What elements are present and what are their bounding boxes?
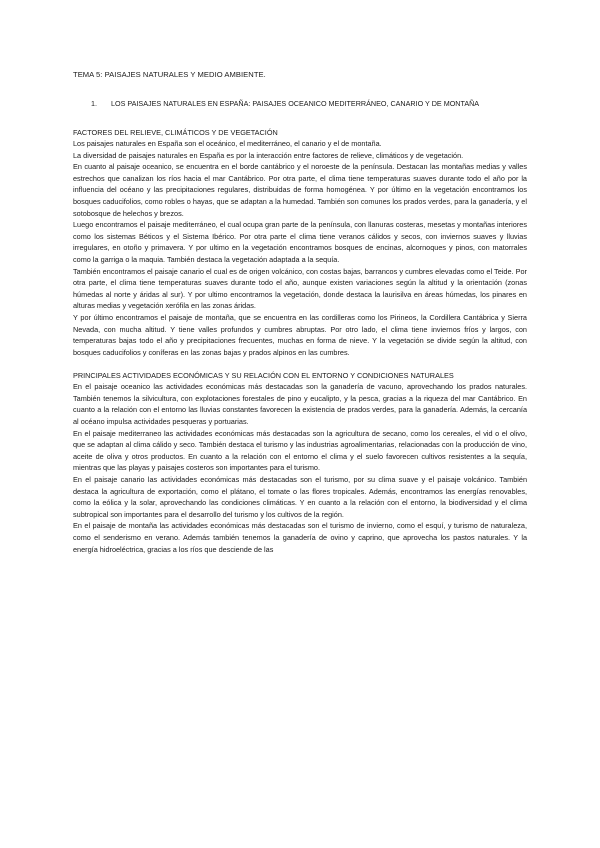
paragraph: En el paisaje canario las actividades económicas más destacadas son el turismo, por su clima suave y el paisaje volcánico. También destaca la agricultura de exportación, como el plátano, el tomate o las flores tropicales. Además, encontramos las energías renovables, como la eólica y la solar, aprovechando las condiciones climáticas. Y en cuanto a la relación con el entorno, la biodiversidad y el clima subtropical son importantes para el desarrollo del turismo y los cultivos de la región. [73, 475, 527, 519]
paragraph: En cuanto al paisaje oceanico, se encuentra en el borde cantábrico y el noroeste de la península. Destacan las montañas medias y valles estrechos que canalizan los ríos hacia el mar Cantábrico. Por otra parte, el clima tiene temperaturas suaves durante todo el año por la influencia del océano y las precipitaciones regulares, distribuidas de forma homogénea. Y por último en la vegetación encontramos los bosques caducifolios, como robles o hayas, que se adaptan a la humedad. También son comunes los prados verdes, para la ganadería, y el sotobosque de helechos y brezos. [73, 162, 527, 218]
numbered-heading [91, 99, 527, 109]
item-text: LOS PAISAJES NATURALES EN ESPAÑA: PAISAJES OCEANICO MEDITERRÁNEO, CANARIO Y DE MONTAÑA [111, 99, 480, 108]
paragraph: En el paisaje de montaña las actividades económicas más destacadas son el turismo de invierno, como el esquí, y turismo de naturaleza, como el senderismo en verano. Además también tenemos la ganadería de ovino y caprino, que aprovecha los pastos naturales. Y la energía hidroeléctrica, gracias a los ríos que desciende de las [73, 521, 527, 554]
paragraph: La diversidad de paisajes naturales en España es por la interacción entre factores de relieve, climáticos y de vegetación. [73, 150, 464, 160]
paragraph: En el paisaje oceanico las actividades económicas más destacadas son la ganadería de vacuno, aprovechando los prados naturales. También tenemos la silvicultura, con explotaciones forestales de pino y eucalipto, y la pesca, gracias a la riqueza del mar Cantábrico. En cuanto a la relación con el entorno las lluvias constantes favorecen la existencia de prados verdes, para la ganadería. Además, la cercanía al océano impulsa actividades pesqueras y portuarias. [73, 382, 527, 427]
item-number: 1. [91, 99, 97, 108]
paragraph: Y por último encontramos el paisaje de montaña, que se encuentra en las cordilleras como los Pirineos, la Cordillera Cantábrica y Sierra Nevada, con mucha altitud. Y tiene valles profundos y cumbres abruptas. Por otro lado, el clima tiene inviernos fríos y largos, con temperaturas bajas todo el año y precipitaciones frecuentes, muchas en forma de nieve. Y la vegetación se divide según la altitud, con bosques caducifolios y coníferas en las zonas bajas y prados alpinos en las cumbres. [73, 312, 527, 357]
paragraph: También encontramos el paisaje canario el cual es de origen volcánico, con costas bajas, barrancos y cumbres elevadas como el Teide. Por otra parte, el clima tiene temperaturas suaves durante todo el año, aunque existen variaciones según la altitud y la orientación (zonas húmedas al norte y áridas al sur). Y por ultimo encontramos la vegetación, donde destaca la laurisilva en áreas húmedas, los pinares en alturas medias y vegetación xerófila en las zonas áridas. [73, 266, 527, 311]
paragraph: En el paisaje mediterraneo las actividades económicas más destacadas son la agricultura de secano, como los cereales, el vid o el olivo, que se adaptan al clima cálido y seco. También destaca el turismo y las industrias agroalimentarias, relacionadas con la producción de vino, aceite de oliva y otros productos. En cuanto a la relación con el entorno el clima y el suelo favorecen cultivos resistentes a la sequía, mientras que las playas y paisajes costeros son importantes para el turismo. [73, 428, 527, 473]
paragraph: Luego encontramos el paisaje mediterráneo, el cual ocupa gran parte de la península, con llanuras costeras, mesetas y montañas interiores como los sistemas Béticos y el Sistema Ibérico. Por otra parte el clima tiene veranos cálidos y secos, con inviernos suaves y lluvias irregulares, en otoño y primavera. Y por ultimo en la vegetación encontramos bosques de encinas, alcornoques y pinos, con matorrales como la garriga o la maquia. También destaca la vegetación adaptada a la sequía. [73, 220, 527, 264]
document-title: TEMA 5: PAISAJES NATURALES Y MEDIO AMBIENTE. [73, 70, 266, 79]
section-gap [73, 358, 527, 371]
section-heading-actividades: PRINCIPALES ACTIVIDADES ECONÓMICAS Y SU RELACIÓN CON EL ENTORNO Y CONDICIONES NATURALES [73, 371, 454, 381]
section-heading-factores: FACTORES DEL RELIEVE, CLIMÁTICOS Y DE VEGETACIÓN [73, 128, 278, 137]
document-page [73, 70, 527, 555]
paragraph: Los paisajes naturales en España son el oceánico, el mediterráneo, el canario y el de montaña. [73, 139, 382, 148]
